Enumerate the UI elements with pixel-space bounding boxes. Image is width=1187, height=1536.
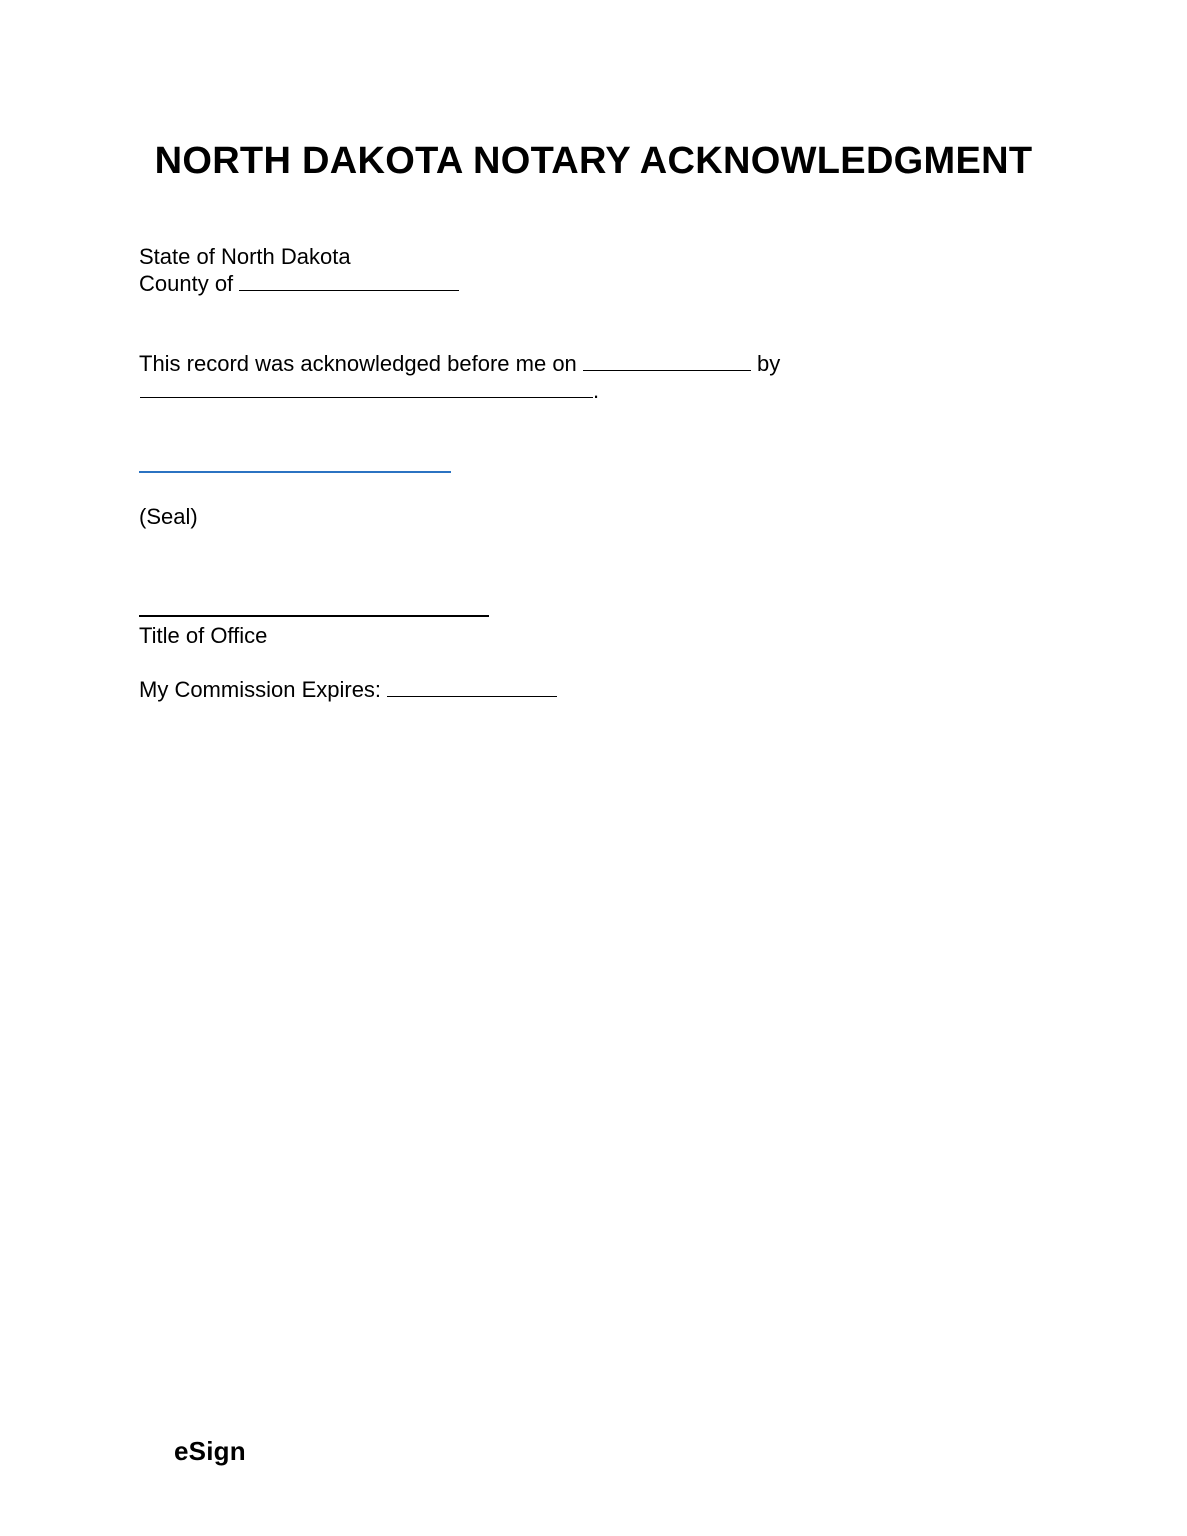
record-by: by — [757, 351, 781, 376]
state-text: State of North Dakota — [139, 244, 351, 269]
signer-name-blank[interactable] — [140, 377, 593, 398]
record-text: This record was acknowledged before me on — [139, 351, 577, 376]
record-line — [139, 350, 780, 377]
title-of-office-line[interactable] — [139, 615, 489, 617]
signer-line — [139, 377, 599, 404]
page-title: NORTH DAKOTA NOTARY ACKNOWLEDGMENT — [154, 140, 1033, 182]
seal-label: (Seal) — [139, 504, 198, 529]
title-of-office-row — [139, 622, 267, 649]
title-of-office-label: Title of Office — [139, 623, 268, 648]
county-label: County of — [139, 271, 234, 296]
seal-line — [139, 503, 198, 530]
commission-expires-blank[interactable] — [387, 676, 557, 697]
notary-signature-line[interactable] — [139, 471, 451, 473]
commission-label: My Commission Expires: — [139, 677, 382, 702]
esign-logo: eSign — [174, 1436, 246, 1466]
acknowledgment-date-blank[interactable] — [583, 350, 751, 371]
record-period: . — [593, 378, 600, 403]
state-line — [139, 243, 351, 270]
county-blank[interactable] — [239, 270, 459, 291]
county-line — [139, 270, 459, 297]
commission-line — [139, 676, 557, 703]
